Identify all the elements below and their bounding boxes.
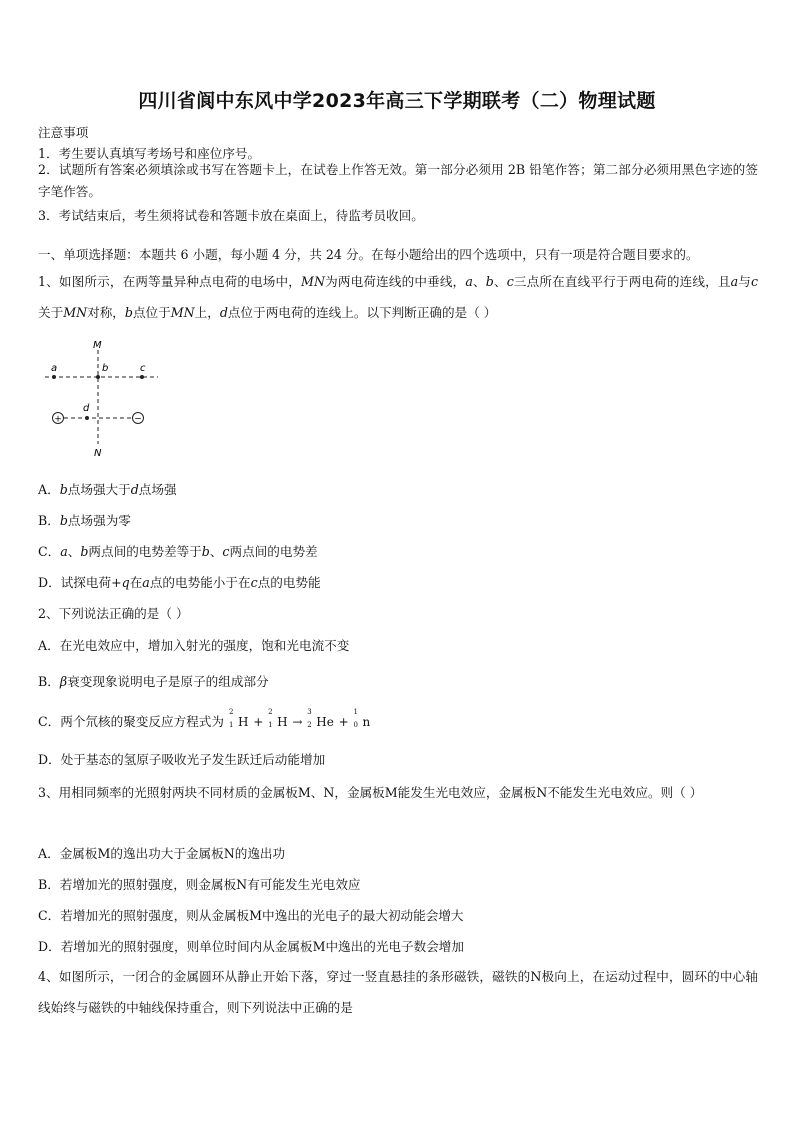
- label-d: d: [83, 403, 90, 414]
- page-title: 四川省阆中东风中学2023年高三下学期联考（二）物理试题: [138, 90, 656, 112]
- question-1-option-d: D．试探电荷+q在a点的电势能小于在c点的电势能: [38, 575, 321, 590]
- question-2-option-c: C．两个氘核的聚变反应方程式为 2 1 H + 2 1 H → 3 2 He + 1 0 n: [38, 708, 371, 729]
- point-c: [140, 375, 144, 379]
- notice-item-2: 2．试题所有答案必须填涂或书写在答题卡上，在试卷上作答无效。第一部分必须用 2B 铅笔作答；第二部分必须用黑色字迹的签字笔作答。: [38, 162, 758, 199]
- question-2-option-d: D．处于基态的氢原子吸收光子发生跃迁后动能增加: [38, 752, 326, 767]
- point-a: [52, 375, 56, 379]
- label-N: N: [94, 448, 102, 459]
- fusion-equation: 2 1 H + 2 1 H → 3 2 He + 1 0 n: [228, 708, 371, 729]
- question-1-stem: 1、如图所示，在两等量异种点电荷的电场中，MN为两电荷连线的中垂线，a、b、c三点所在直线平行于两电荷的连线，且a与c关于MN对称，b点位于MN上，d点位于两电荷的连线上。以下判断正确的是（ ）: [38, 274, 759, 320]
- positive-charge-sign: +: [54, 414, 62, 425]
- charge-field-diagram: [40, 334, 170, 459]
- question-2-option-a: A．在光电效应中，增加入射光的强度，饱和光电流不变: [38, 638, 350, 653]
- section-heading: 一、单项选择题：本题共 6 小题，每小题 4 分，共 24 分。在每小题给出的四个选项中，只有一项是符合题目要求的。: [38, 247, 699, 262]
- question-1-option-b: B．b点场强为零: [38, 513, 131, 528]
- question-3-option-a: A．金属板M的逸出功大于金属板N的逸出功: [38, 846, 286, 861]
- question-1-option-c: C．a、b两点间的电势差等于b、c两点间的电势差: [38, 544, 318, 559]
- point-d: [85, 416, 89, 420]
- question-3-option-c: C．若增加光的照射强度，则从金属板M中逸出的光电子的最大初动能会增大: [38, 908, 464, 923]
- question-2-option-b: B．β衰变现象说明电子是原子的组成部分: [38, 674, 269, 689]
- notice-heading: 注意事项: [38, 125, 89, 140]
- question-1-option-a: A．b点场强大于d点场强: [38, 482, 177, 497]
- point-b: [96, 375, 100, 379]
- notice-item-3: 3．考试结束后，考生须将试卷和答题卡放在桌面上，待监考员收回。: [38, 208, 424, 223]
- label-M: M: [93, 340, 102, 351]
- label-b: b: [102, 363, 109, 374]
- question-2-stem: 2、下列说法正确的是（ ）: [38, 606, 189, 621]
- question-4-stem: 4、如图所示，一闭合的金属圆环从静止开始下落，穿过一竖直悬挂的条形磁铁，磁铁的N极向上，在运动过程中，圆环的中心轴线始终与磁铁的中轴线保持重合，则下列说法中正确的是: [38, 969, 758, 1015]
- label-c: c: [140, 363, 146, 374]
- negative-charge-sign: −: [134, 414, 142, 425]
- notice-item-1: 1．考生要认真填写考场号和座位序号。: [38, 146, 261, 161]
- label-a: a: [51, 363, 58, 374]
- question-3-option-d: D．若增加光的照射强度，则单位时间内从金属板M中逸出的光电子数会增加: [38, 939, 464, 954]
- question-3-stem: 3、用相同频率的光照射两块不同材质的金属板M、N，金属板M能发生光电效应，金属板N不能发生光电效应。则（ ）: [38, 785, 703, 800]
- question-3-option-b: B．若增加光的照射强度，则金属板N有可能发生光电效应: [38, 877, 361, 892]
